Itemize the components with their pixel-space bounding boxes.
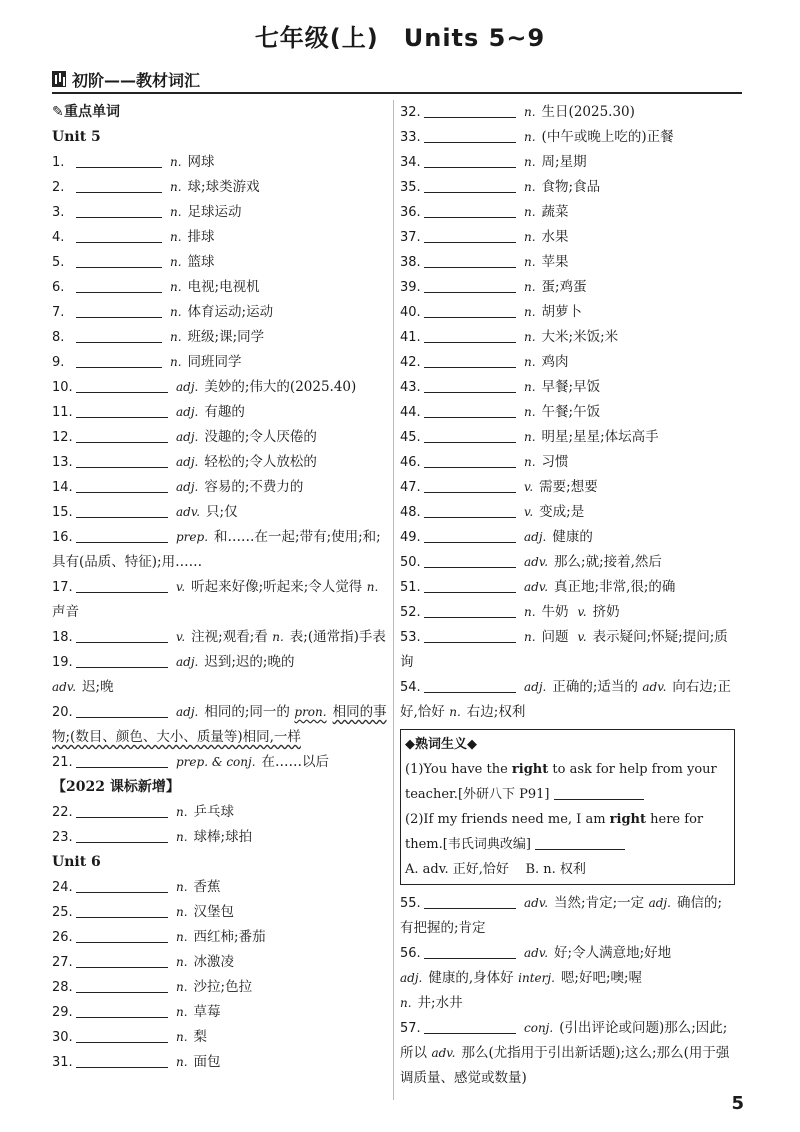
answer-blank[interactable] [76,153,162,168]
word-item-16: 16. prep. 和……在一起;带有;使用;和;具有(品质、特征);用…… [52,529,381,570]
word-item-57: 57. conj. (引出评论或问题)那么;因此;所以 adv. 那么(尤指用于引出新话题);这么;那么(用于强调质量、感觉或数量) [400,1020,730,1086]
word-item-40: 40. n. 胡萝卜 [400,304,583,320]
word-item-51: 51. adv. 真正地;非常,很;的确 [400,579,676,595]
answer-blank[interactable] [76,953,168,968]
answer-blank[interactable] [535,835,625,850]
answer-blank[interactable] [424,578,516,593]
word-item-49: 49. adj. 健康的 [400,529,593,545]
answer-blank[interactable] [76,228,162,243]
answer-blank[interactable] [424,228,516,243]
answer-blank[interactable] [76,353,162,368]
answer-blank[interactable] [76,278,162,293]
word-item-26: 26. n. 西红柿;番茄 [52,929,266,945]
answer-blank[interactable] [76,578,168,593]
answer-blank[interactable] [424,328,516,343]
answer-blank[interactable] [76,628,168,643]
answer-blank[interactable] [424,553,516,568]
answer-blank[interactable] [424,153,516,168]
answer-blank[interactable] [424,453,516,468]
answer-blank[interactable] [424,603,516,618]
word-item-12: 12. adj. 没趣的;令人厌倦的 [52,429,317,445]
word-item-8: 8. n. 班级;课;同学 [52,329,265,345]
answer-blank[interactable] [76,253,162,268]
word-item-9: 9. n. 同班同学 [52,354,242,370]
word-item-56: 56. adv. 好;令人满意地;好地 adj. 健康的,身体好 interj. 嗯;好吧;噢;喔 n. 井;水井 [400,945,672,1011]
answer-blank[interactable] [76,328,162,343]
word-item-35: 35. n. 食物;食品 [400,179,601,195]
word-item-42: 42. n. 鸡肉 [400,354,569,370]
answer-blank[interactable] [76,703,168,718]
answer-blank[interactable] [76,978,168,993]
word-item-34: 34. n. 周;星期 [400,154,587,170]
word-item-21: 21. prep. & conj. 在……以后 [52,754,330,770]
column-divider [393,100,394,1100]
word-item-22: 22. n. 乒乓球 [52,804,235,820]
answer-blank[interactable] [424,178,516,193]
answer-blank[interactable] [76,803,168,818]
answer-blank[interactable] [424,628,516,643]
word-item-28: 28. n. 沙拉;色拉 [52,979,253,995]
answer-blank[interactable] [76,828,168,843]
page-title: 七年级(上) Units 5~9 [254,24,546,52]
word-item-23: 23. n. 球棒;球拍 [52,829,253,845]
left-column [52,100,387,1075]
word-item-3: 3. n. 足球运动 [52,204,242,220]
answer-blank[interactable] [76,903,168,918]
answer-blank[interactable] [424,403,516,418]
familiar-word-box [400,729,735,885]
word-item-43: 43. n. 早餐;早饭 [400,379,601,395]
answer-blank[interactable] [76,303,162,318]
answer-blank[interactable] [424,428,516,443]
answer-blank[interactable] [424,478,516,493]
word-item-41: 41. n. 大米;米饭;米 [400,329,619,345]
answer-blank[interactable] [424,1019,516,1034]
word-item-47: 47. v. 需要;想要 [400,479,598,495]
word-item-32: 32. n. 生日(2025.30) [400,104,635,120]
answer-blank[interactable] [76,453,168,468]
word-item-48: 48. v. 变成;是 [400,504,585,520]
page-number: 5 [731,1093,744,1114]
unit5-label: Unit 5 [52,129,101,145]
answer-blank[interactable] [424,678,516,693]
word-item-54: 54. adj. 正确的;适当的 adv. 向右边;正好,恰好 n. 右边;权利 [400,679,731,720]
answer-blank[interactable] [76,1028,168,1043]
answer-blank[interactable] [76,878,168,893]
right-column [400,100,735,1091]
answer-blank[interactable] [424,378,516,393]
bar-chart-icon [52,71,66,87]
answer-blank[interactable] [424,353,516,368]
answer-blank[interactable] [76,1003,168,1018]
answer-blank[interactable] [424,128,516,143]
answer-blank[interactable] [424,894,516,909]
word-item-45: 45. n. 明星;星星;体坛高手 [400,429,659,445]
word-item-7: 7. n. 体育运动;运动 [52,304,274,320]
word-item-36: 36. n. 蔬菜 [400,204,569,220]
word-item-18: 18. v. 注视;观看;看 n. 表;(通常指)手表 [52,629,386,645]
word-item-2: 2. n. 球;球类游戏 [52,179,260,195]
word-item-55: 55. adv. 当然;肯定;一定 adj. 确信的;有把握的;肯定 [400,895,723,936]
answer-blank[interactable] [424,303,516,318]
word-item-10: 10. adj. 美妙的;伟大的(2025.40) [52,379,357,395]
answer-blank[interactable] [424,203,516,218]
word-item-39: 39. n. 蛋;鸡蛋 [400,279,587,295]
answer-blank[interactable] [76,403,168,418]
word-item-52: 52. n. 牛奶 v. 挤奶 [400,604,620,620]
answer-blank[interactable] [424,528,516,543]
word-item-24: 24. n. 香蕉 [52,879,221,895]
word-item-1: 1. n. 网球 [52,154,215,170]
word-item-6: 6. n. 电视;电视机 [52,279,260,295]
box-question-2: (2)If my friends need me, I am right here for them.[韦氏词典改编] [405,812,704,852]
word-item-25: 25. n. 汉堡包 [52,904,235,920]
answer-blank[interactable] [76,478,168,493]
word-item-29: 29. n. 草莓 [52,1004,221,1020]
unit6-label: Unit 6 [52,854,101,870]
answer-blank[interactable] [76,753,168,768]
answer-blank[interactable] [76,378,168,393]
word-item-46: 46. n. 习惯 [400,454,569,470]
answer-blank[interactable] [76,1053,168,1068]
word-item-19: 19. adj. 迟到;迟的;晚的 adv. 迟;晚 [52,654,295,695]
answer-blank[interactable] [76,203,162,218]
word-item-5: 5. n. 篮球 [52,254,215,270]
box-title: ◆熟词生义◆ [405,737,477,752]
box-options: A. adv. 正好,恰好 B. n. 权利 [405,862,586,877]
word-item-13: 13. adj. 轻松的;令人放松的 [52,454,317,470]
answer-blank[interactable] [424,253,516,268]
word-item-37: 37. n. 水果 [400,229,569,245]
answer-blank[interactable] [424,278,516,293]
new-2022-label: 【2022 课标新增】 [52,779,180,795]
word-item-31: 31. n. 面包 [52,1054,221,1070]
answer-blank[interactable] [424,103,516,118]
key-words-heading: ✎重点单词 [52,100,387,125]
answer-blank[interactable] [76,528,168,543]
word-item-27: 27. n. 冰激凌 [52,954,235,970]
word-item-15: 15. adv. 只;仅 [52,504,238,520]
box-question-1: (1)You have the right to ask for help from your teacher.[外研八下 P91] [405,762,717,802]
word-item-20: 20. adj. 相同的;同一的 pron. 相同的事物;(数目、颜色、大小、质量等)相同,一样 [52,704,387,745]
answer-blank[interactable] [554,785,644,800]
word-item-11: 11. adj. 有趣的 [52,404,245,420]
word-item-44: 44. n. 午餐;午饭 [400,404,601,420]
word-item-30: 30. n. 梨 [52,1029,208,1045]
section-title: 初阶——教材词汇 [72,70,201,90]
word-item-4: 4. n. 排球 [52,229,215,245]
word-item-38: 38. n. 苹果 [400,254,569,270]
answer-blank[interactable] [76,428,168,443]
answer-blank[interactable] [424,503,516,518]
answer-blank[interactable] [76,928,168,943]
answer-blank[interactable] [76,653,168,668]
word-item-17: 17. v. 听起来好像;听起来;令人觉得 n.声音 [52,579,379,620]
answer-blank[interactable] [76,178,162,193]
section-bar [52,66,742,94]
word-item-53: 53. n. 问题 v. 表示疑问;怀疑;提问;质询 [400,629,728,670]
word-item-33: 33. n. (中午或晚上吃的)正餐 [400,129,674,145]
answer-blank[interactable] [76,503,168,518]
word-item-50: 50. adv. 那么;就;接着,然后 [400,554,662,570]
answer-blank[interactable] [424,944,516,959]
pencil-icon: ✎ [52,104,64,120]
word-item-14: 14. adj. 容易的;不费力的 [52,479,304,495]
